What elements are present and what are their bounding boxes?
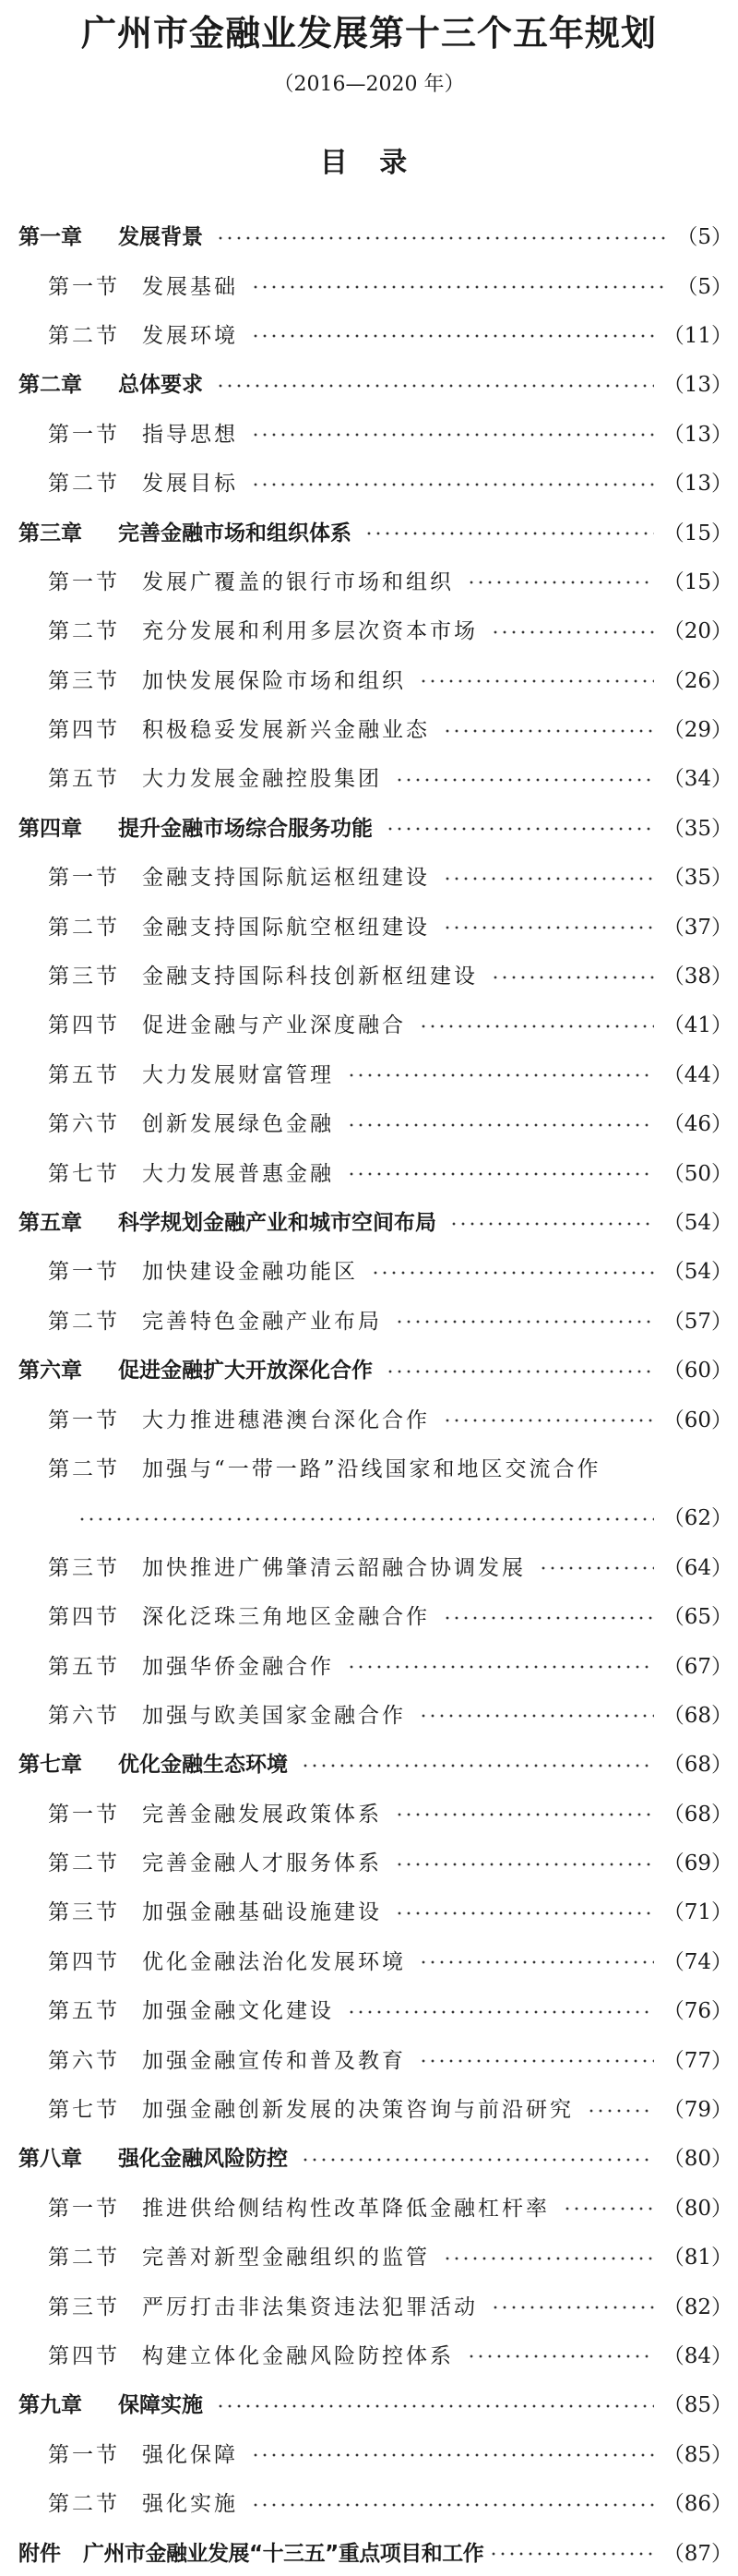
toc-entry-title: 构建立体化金融风险防控体系	[142, 2343, 454, 2368]
toc-entry-number: 第五节	[48, 1999, 120, 2024]
toc-entry-title: 深化泛珠三角地区金融合作	[142, 1605, 430, 1630]
toc-entry-number: 第一节	[48, 1260, 120, 1285]
toc-page-number: （13）	[662, 422, 732, 447]
toc-section-row[interactable]	[0, 1837, 738, 1886]
toc-entry-number: 第五章	[18, 1211, 82, 1235]
toc-leader-dots	[251, 2453, 654, 2457]
toc-chapter-row[interactable]	[0, 1344, 738, 1393]
toc-page-number: （44）	[662, 1062, 732, 1087]
toc-entry-title: 大力发展财富管理	[142, 1062, 334, 1087]
toc-page-number: （80）	[662, 2196, 732, 2221]
toc-section-row[interactable]	[0, 408, 738, 457]
toc-entry-title: 发展环境	[142, 323, 238, 348]
toc-entry-title: 加快建设金融功能区	[142, 1260, 358, 1285]
toc-section-row[interactable]	[0, 457, 738, 506]
toc-leader-dots	[419, 679, 654, 683]
toc-page-number: （37）	[662, 915, 732, 940]
toc-page-number: （15）	[662, 521, 732, 545]
toc-entry-title: 广州市金融业发展“十三五”重点项目和工作	[83, 2541, 484, 2566]
toc-page-number: （87）	[662, 2541, 732, 2566]
toc-page-number: （80）	[662, 2147, 732, 2172]
toc-page-number: （84）	[662, 2343, 732, 2368]
toc-entry-number: 第二节	[48, 619, 120, 644]
toc-leader-dots	[251, 483, 654, 486]
toc-entry-title: 完善金融市场和组织体系	[118, 521, 351, 545]
toc-leader-dots	[419, 2059, 654, 2063]
toc-page-number: （13）	[662, 373, 732, 398]
toc-section-row[interactable]	[0, 1393, 738, 1442]
toc-entry-number: 第一节	[48, 866, 120, 891]
toc-entry-title: 优化金融生态环境	[118, 1753, 288, 1778]
toc-leader-dots	[301, 1764, 654, 1767]
toc-section-row[interactable]	[0, 1935, 738, 1984]
toc-page-number: （60）	[662, 1408, 732, 1432]
toc-page-number: （71）	[662, 1900, 732, 1925]
toc-entry-title: 大力发展普惠金融	[142, 1161, 334, 1186]
toc-section-row[interactable]	[0, 2033, 738, 2082]
toc-page-number: （46）	[662, 1112, 732, 1137]
toc-page-number: （41）	[662, 1013, 732, 1038]
toc-chapter-row[interactable]	[0, 1196, 738, 1245]
toc-entry-number: 第二节	[48, 1309, 120, 1334]
toc-leader-dots	[251, 285, 667, 289]
toc-page-number: （26）	[662, 668, 732, 693]
toc-section-row[interactable]	[0, 1048, 738, 1097]
toc-entry-number: 第六节	[48, 2048, 120, 2073]
toc-section-row[interactable]	[0, 1245, 738, 1294]
toc-entry-title: 促进金融与产业深度融合	[142, 1013, 406, 1038]
toc-entry-title: 强化实施	[142, 2492, 238, 2517]
toc-section-row[interactable]	[0, 851, 738, 900]
toc-page-number: （79）	[662, 2098, 732, 2123]
toc-leader-dots	[443, 877, 654, 881]
toc-entry-number: 第一节	[48, 2442, 120, 2467]
toc-page-number: （5）	[676, 225, 732, 250]
toc-section-row[interactable]	[0, 1146, 738, 1195]
toc-entry-number: 第二节	[48, 1456, 120, 1481]
toc-leader-dots	[216, 384, 654, 388]
toc-entry-title: 加强金融文化建设	[142, 1999, 334, 2024]
toc-page-number: （5）	[676, 274, 732, 299]
toc-leader-dots	[395, 1320, 654, 1324]
toc-entry-number: 第二节	[48, 2246, 120, 2270]
toc-section-row[interactable]	[0, 2477, 738, 2526]
toc-entry-title: 提升金融市场综合服务功能	[118, 816, 373, 841]
toc-entry-number: 第三章	[18, 521, 82, 545]
toc-section-row[interactable]	[0, 2280, 738, 2329]
toc-chapter-row[interactable]	[0, 2132, 738, 2181]
toc-leader-dots	[467, 581, 654, 584]
toc-leader-dots	[443, 926, 654, 929]
toc-page-number: （11）	[662, 323, 732, 348]
toc-leader-dots	[443, 2257, 654, 2260]
toc-entry-number: 第三节	[48, 1555, 120, 1580]
toc-entry-title: 保障实施	[118, 2393, 203, 2418]
toc-page-number: （68）	[662, 1753, 732, 1778]
toc-entry-number: 第五节	[48, 1654, 120, 1679]
toc-entry-title: 金融支持国际航运枢纽建设	[142, 866, 430, 891]
toc-entry-number: 第四节	[48, 2343, 120, 2368]
toc-section-row[interactable]	[0, 2330, 738, 2378]
toc-chapter-row[interactable]	[0, 506, 738, 555]
toc-entry-title: 发展广覆盖的银行市场和组织	[142, 569, 454, 594]
toc-leader-dots	[419, 1714, 654, 1718]
document-subtitle: （2016—2020 年）	[273, 73, 465, 96]
toc-entry-number: 第六章	[18, 1359, 82, 1384]
toc-entry-number: 第一节	[48, 422, 120, 447]
toc-leader-dots	[347, 2010, 654, 2014]
toc-section-row[interactable]	[0, 2231, 738, 2280]
toc-page-number: （29）	[662, 718, 732, 743]
toc-section-row[interactable]	[0, 605, 738, 653]
toc-page-number: （35）	[662, 816, 732, 841]
toc-page-number: （35）	[662, 866, 732, 891]
toc-entry-number: 第三节	[48, 2294, 120, 2319]
toc-section-row[interactable]	[0, 2083, 738, 2132]
toc-entry-title: 加强与“一带一路”沿线国家和地区交流合作	[142, 1456, 601, 1481]
toc-entry-number: 第四节	[48, 1949, 120, 1974]
toc-leader-dots	[251, 2503, 654, 2507]
toc-section-row[interactable]	[0, 1492, 738, 1540]
toc-entry-title: 发展基础	[142, 274, 238, 299]
toc-entry-number: 第五节	[48, 1062, 120, 1087]
toc-entry-title: 加强金融宣传和普及教育	[142, 2048, 406, 2073]
toc-entry-title: 完善金融人才服务体系	[142, 1851, 382, 1876]
toc-leader-dots	[386, 827, 654, 831]
toc-entry-title: 积极稳妥发展新兴金融业态	[142, 718, 430, 743]
toc-page-number: （50）	[662, 1161, 732, 1186]
toc-section-row[interactable]	[0, 1295, 738, 1344]
toc-leader-dots	[347, 1172, 654, 1176]
toc-section-row[interactable]	[0, 703, 738, 752]
toc-leader-dots	[491, 2306, 654, 2309]
toc-entry-number: 第三节	[48, 668, 120, 693]
toc-page-number: （68）	[662, 1802, 732, 1827]
toc-section-row[interactable]	[0, 1097, 738, 1146]
toc-leader-dots	[395, 1911, 654, 1915]
toc-entry-title: 加快发展保险市场和组织	[142, 668, 406, 693]
toc-section-row[interactable]	[0, 1639, 738, 1688]
toc-leader-dots	[489, 2552, 657, 2556]
toc-entry-title: 科学规划金融产业和城市空间布局	[118, 1211, 436, 1235]
toc-page-number: （85）	[662, 2442, 732, 2467]
toc-entry-title: 大力推进穗港澳台深化合作	[142, 1408, 430, 1432]
toc-leader-dots	[491, 630, 654, 634]
toc-leader-dots	[587, 2109, 654, 2113]
toc-section-row[interactable]	[0, 556, 738, 605]
toc-leader-dots	[443, 1419, 654, 1422]
toc-leader-dots	[491, 976, 654, 979]
toc-page-number: （13）	[662, 472, 732, 497]
toc-leader-dots	[467, 2354, 654, 2358]
toc-entry-number: 第三节	[48, 965, 120, 989]
toc-entry-title: 强化金融风险防控	[118, 2147, 288, 2172]
toc-page-number: （82）	[662, 2294, 732, 2319]
toc-entry-number: 第一节	[48, 569, 120, 594]
toc-section-row[interactable]	[0, 654, 738, 703]
toc-section-row[interactable]	[0, 2182, 738, 2231]
toc-leader-dots	[443, 1616, 654, 1620]
toc-page-number: （62）	[662, 1506, 732, 1531]
toc-section-row[interactable]	[0, 1590, 738, 1639]
toc-page-number: （74）	[662, 1949, 732, 1974]
toc-entry-title: 严厉打击非法集资违法犯罪活动	[142, 2294, 478, 2319]
toc-leader-dots	[395, 1863, 654, 1866]
toc-chapter-row[interactable]	[0, 1738, 738, 1787]
toc-entry-number: 第二节	[48, 472, 120, 497]
toc-leader-dots	[419, 1024, 654, 1028]
toc-section-row[interactable]	[0, 1984, 738, 2033]
toc-leader-dots	[539, 1566, 654, 1570]
toc-entry-title: 完善对新型金融组织的监管	[142, 2246, 430, 2270]
toc-entry-number: 第六节	[48, 1112, 120, 1137]
toc-leader-dots	[347, 1073, 654, 1077]
toc-leader-dots	[216, 236, 667, 240]
toc-entry-number: 第六节	[48, 1703, 120, 1728]
toc-leader-dots	[449, 1222, 654, 1226]
toc-leader-dots	[371, 1271, 654, 1275]
toc-entry-title: 完善金融发展政策体系	[142, 1802, 382, 1827]
toc-entry-number: 第二节	[48, 915, 120, 940]
toc-page-number: （65）	[662, 1605, 732, 1630]
toc-entry-title: 创新发展绿色金融	[142, 1112, 334, 1137]
toc-page-number: （15）	[662, 569, 732, 594]
toc-entry-number: 第四节	[48, 1605, 120, 1630]
toc-page-number: （64）	[662, 1555, 732, 1580]
toc-entry-title: 大力发展金融控股集团	[142, 767, 382, 792]
toc-entry-number: 第七章	[18, 1753, 82, 1778]
toc-section-row[interactable]	[0, 950, 738, 999]
toc-entry-title: 优化金融法治化发展环境	[142, 1949, 406, 1974]
toc-entry-title: 加强与欧美国家金融合作	[142, 1703, 406, 1728]
toc-leader-dots	[251, 334, 654, 338]
toc-leader-dots	[395, 1813, 654, 1816]
toc-entry-number: 第四章	[18, 816, 82, 841]
toc-entry-title: 加快推进广佛肇清云韶融合协调发展	[142, 1555, 526, 1580]
toc-page-number: （38）	[662, 965, 732, 989]
table-of-contents	[0, 210, 738, 2576]
toc-entry-number: 第八章	[18, 2147, 82, 2172]
toc-entry-number: 第五节	[48, 767, 120, 792]
toc-entry-title: 完善特色金融产业布局	[142, 1309, 382, 1334]
toc-chapter-row[interactable]	[0, 2526, 738, 2575]
toc-section-row[interactable]	[0, 900, 738, 949]
toc-entry-number: 第二节	[48, 323, 120, 348]
toc-leader-dots	[395, 778, 654, 782]
toc-entry-number: 第二节	[48, 2492, 120, 2517]
toc-entry-title: 指导思想	[142, 422, 238, 447]
toc-section-row[interactable]	[0, 1541, 738, 1590]
toc-entry-number: 第一节	[48, 1408, 120, 1432]
toc-page-number: （67）	[662, 1654, 732, 1679]
toc-leader-dots	[347, 1665, 654, 1669]
toc-page-number: （69）	[662, 1851, 732, 1876]
toc-page-number: （60）	[662, 1359, 732, 1384]
toc-entry-title: 发展目标	[142, 472, 238, 497]
toc-page-number: （77）	[662, 2048, 732, 2073]
toc-leader-dots	[419, 1960, 654, 1964]
toc-entry-number: 第二章	[18, 373, 82, 398]
toc-entry-number: 第七节	[48, 1161, 120, 1186]
toc-section-row[interactable]	[0, 1443, 738, 1492]
toc-entry-title: 强化保障	[142, 2442, 238, 2467]
toc-chapter-row[interactable]	[0, 2378, 738, 2427]
toc-entry-number: 第四节	[48, 1013, 120, 1038]
toc-page-number: （20）	[662, 619, 732, 644]
toc-entry-number: 附件	[18, 2541, 61, 2566]
toc-page-number: （76）	[662, 1999, 732, 2024]
toc-section-row[interactable]	[0, 999, 738, 1048]
toc-chapter-row[interactable]	[0, 802, 738, 851]
toc-entry-title: 推进供给侧结构性改革降低金融杠杆率	[142, 2196, 550, 2221]
toc-leader-dots	[347, 1123, 654, 1127]
toc-entry-number: 第一节	[48, 274, 120, 299]
toc-section-row[interactable]	[0, 1788, 738, 1837]
toc-entry-title: 加强金融创新发展的决策咨询与前沿研究	[142, 2098, 574, 2123]
toc-page-number: （86）	[662, 2492, 732, 2517]
toc-section-row[interactable]	[0, 1689, 738, 1738]
toc-entry-number: 第一节	[48, 1802, 120, 1827]
toc-chapter-row[interactable]	[0, 358, 738, 407]
document-title: 广州市金融业发展第十三个五年规划	[80, 12, 657, 54]
toc-entry-number: 第三节	[48, 1900, 120, 1925]
toc-entry-title: 金融支持国际航空枢纽建设	[142, 915, 430, 940]
toc-leader-dots	[251, 433, 654, 437]
toc-leader-dots	[364, 532, 654, 535]
toc-entry-number: 第一章	[18, 225, 82, 250]
toc-entry-number: 第二节	[48, 1851, 120, 1876]
toc-entry-number: 第七节	[48, 2098, 120, 2123]
toc-page-number: （54）	[662, 1260, 732, 1285]
toc-leader-dots	[386, 1370, 654, 1373]
toc-page-number: （34）	[662, 767, 732, 792]
toc-leader-dots	[216, 2404, 654, 2408]
toc-entry-title: 充分发展和利用多层次资本市场	[142, 619, 478, 644]
toc-entry-title: 加强金融基础设施建设	[142, 1900, 382, 1925]
toc-chapter-row[interactable]	[0, 210, 738, 259]
toc-section-row[interactable]	[0, 1886, 738, 1935]
toc-leader-dots	[563, 2207, 654, 2211]
toc-leader-dots	[301, 2158, 654, 2162]
toc-entry-title: 发展背景	[118, 225, 203, 250]
toc-section-row[interactable]	[0, 259, 738, 308]
toc-entry-number: 第一节	[48, 2196, 120, 2221]
toc-page-number: （81）	[662, 2246, 732, 2270]
toc-entry-number: 第九章	[18, 2393, 82, 2418]
toc-page-number: （68）	[662, 1703, 732, 1728]
toc-section-row[interactable]	[0, 2428, 738, 2477]
toc-heading: 目 录	[319, 147, 419, 179]
toc-entry-title: 金融支持国际科技创新枢纽建设	[142, 965, 478, 989]
toc-entry-title: 加强华侨金融合作	[142, 1654, 334, 1679]
toc-leader-dots	[77, 1517, 654, 1521]
toc-page-number: （54）	[662, 1211, 732, 1235]
toc-page-number: （85）	[662, 2393, 732, 2418]
toc-leader-dots	[443, 729, 654, 733]
toc-entry-title: 促进金融扩大开放深化合作	[118, 1359, 373, 1384]
toc-entry-title: 总体要求	[118, 373, 203, 398]
toc-section-row[interactable]	[0, 309, 738, 358]
toc-section-row[interactable]	[0, 752, 738, 801]
toc-page-number: （57）	[662, 1309, 732, 1334]
toc-entry-number: 第四节	[48, 718, 120, 743]
